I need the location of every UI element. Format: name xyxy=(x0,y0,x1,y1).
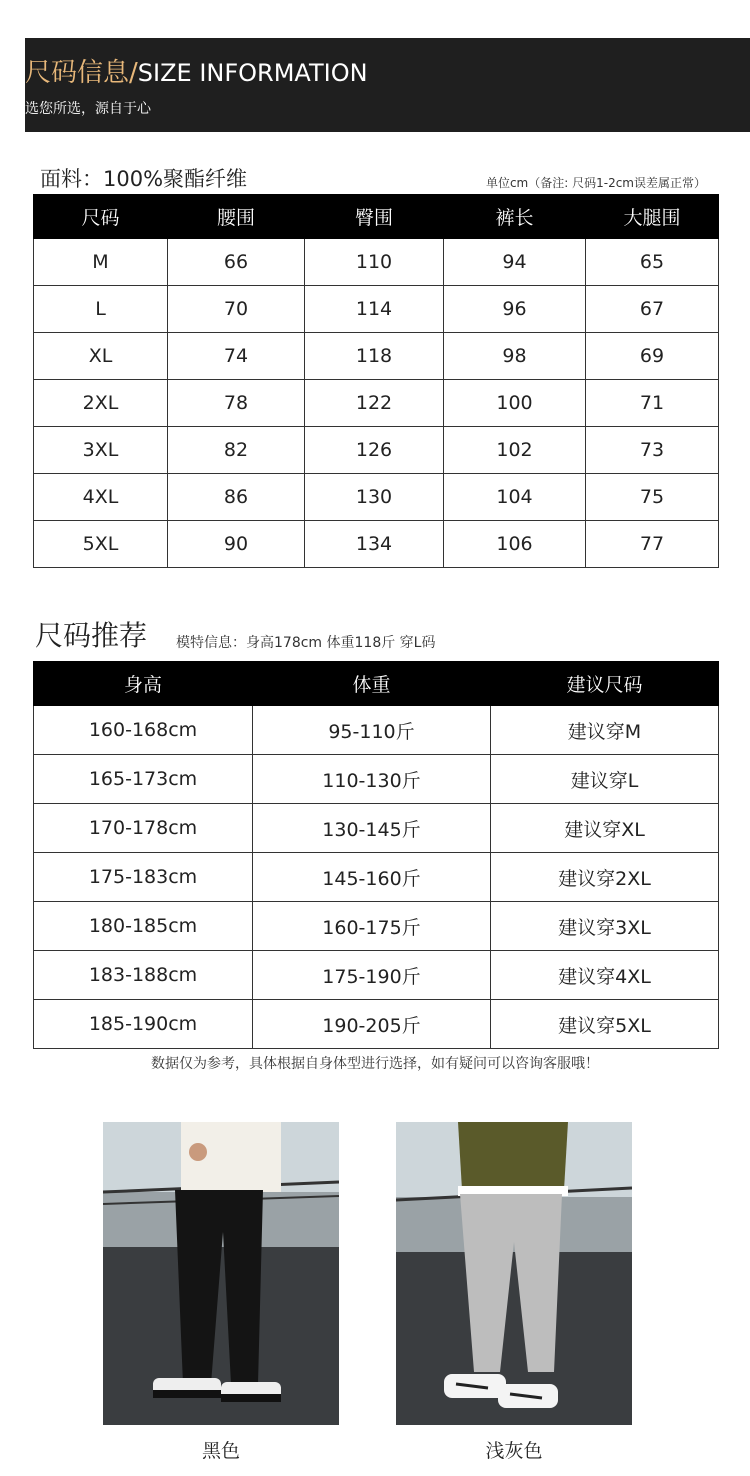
color-caption-grey: 浅灰色 xyxy=(485,1440,543,1462)
table-cell: 160-175斤 xyxy=(253,902,491,951)
banner-subtitle: 选您所选，源自于心 xyxy=(25,101,151,117)
table-cell: 94 xyxy=(444,239,586,286)
product-photo-grey xyxy=(396,1122,632,1425)
size-table-row xyxy=(34,427,719,474)
banner-title-en: SIZE INFORMATION xyxy=(137,59,368,87)
size-table-row xyxy=(34,474,719,521)
recommend-table-row xyxy=(34,706,719,755)
recommend-table-row xyxy=(34,902,719,951)
table-cell: 100 xyxy=(444,380,586,427)
size-table-row xyxy=(34,333,719,380)
table-cell: 96 xyxy=(444,286,586,333)
color-caption-black: 黑色 xyxy=(201,1440,240,1462)
table-cell: 90 xyxy=(168,521,305,568)
table-cell: 110-130斤 xyxy=(253,755,491,804)
recommend-table-row xyxy=(34,951,719,1000)
recommend-table-row xyxy=(34,804,719,853)
model-info: 模特信息：身高178cm 体重118斤 穿L码 xyxy=(176,635,436,651)
table-cell: 145-160斤 xyxy=(253,853,491,902)
size-header-cell: 裤长 xyxy=(444,195,586,239)
table-cell: 70 xyxy=(168,286,305,333)
size-table-row xyxy=(34,380,719,427)
size-header-cell: 尺码 xyxy=(34,195,168,239)
table-cell: 110 xyxy=(305,239,444,286)
recommend-table-header xyxy=(34,662,719,706)
table-cell: 130 xyxy=(305,474,444,521)
table-cell: 66 xyxy=(168,239,305,286)
recommend-table xyxy=(33,661,719,1049)
table-cell: 122 xyxy=(305,380,444,427)
table-cell: 102 xyxy=(444,427,586,474)
banner-title xyxy=(25,52,368,89)
unit-note: 单位cm（备注: 尺码1-2cm误差属正常） xyxy=(485,176,706,190)
table-cell: 114 xyxy=(305,286,444,333)
table-cell: XL xyxy=(34,333,168,380)
table-cell: 98 xyxy=(444,333,586,380)
table-cell: 134 xyxy=(305,521,444,568)
table-cell: 4XL xyxy=(34,474,168,521)
recommend-table-row xyxy=(34,853,719,902)
table-cell: 130-145斤 xyxy=(253,804,491,853)
product-photo-black xyxy=(103,1122,339,1425)
size-table-row xyxy=(34,239,719,286)
recommend-header-cell: 建议尺码 xyxy=(491,662,719,706)
table-cell: 2XL xyxy=(34,380,168,427)
fabric-info: 面料：100%聚酯纤维 xyxy=(40,167,248,191)
recommend-table-row xyxy=(34,1000,719,1049)
table-cell: 118 xyxy=(305,333,444,380)
table-cell: 71 xyxy=(586,380,719,427)
table-cell: 175-190斤 xyxy=(253,951,491,1000)
recommend-title: 尺码推荐 xyxy=(35,619,148,652)
table-cell: 67 xyxy=(586,286,719,333)
table-cell: 73 xyxy=(586,427,719,474)
banner-title-cn: 尺码信息/ xyxy=(25,58,138,88)
table-cell: 185-190cm xyxy=(34,1000,253,1049)
size-table-header xyxy=(34,195,719,239)
header-banner xyxy=(25,38,750,132)
table-cell: 95-110斤 xyxy=(253,706,491,755)
table-cell: 180-185cm xyxy=(34,902,253,951)
recommend-header-cell: 体重 xyxy=(253,662,491,706)
table-cell: 建议穿3XL xyxy=(491,902,719,951)
disclaimer: 数据仅为参考，具体根据自身体型进行选择，如有疑问可以咨询客服哦！ xyxy=(151,1056,599,1072)
table-cell: 190-205斤 xyxy=(253,1000,491,1049)
table-cell: 78 xyxy=(168,380,305,427)
table-cell: 160-168cm xyxy=(34,706,253,755)
table-cell: 126 xyxy=(305,427,444,474)
table-cell: 建议穿M xyxy=(491,706,719,755)
table-cell: 建议穿2XL xyxy=(491,853,719,902)
size-header-cell: 大腿围 xyxy=(586,195,719,239)
table-cell: 5XL xyxy=(34,521,168,568)
size-table-row xyxy=(34,521,719,568)
size-table-row xyxy=(34,286,719,333)
table-cell: 165-173cm xyxy=(34,755,253,804)
recommend-header-cell: 身高 xyxy=(34,662,253,706)
table-cell: 69 xyxy=(586,333,719,380)
table-cell: L xyxy=(34,286,168,333)
size-table xyxy=(33,194,719,568)
table-cell: 建议穿4XL xyxy=(491,951,719,1000)
recommend-table-row xyxy=(34,755,719,804)
table-cell: 82 xyxy=(168,427,305,474)
table-cell: 3XL xyxy=(34,427,168,474)
table-cell: 170-178cm xyxy=(34,804,253,853)
table-cell: 建议穿5XL xyxy=(491,1000,719,1049)
table-cell: 175-183cm xyxy=(34,853,253,902)
table-cell: M xyxy=(34,239,168,286)
table-cell: 77 xyxy=(586,521,719,568)
table-cell: 106 xyxy=(444,521,586,568)
table-cell: 183-188cm xyxy=(34,951,253,1000)
table-cell: 86 xyxy=(168,474,305,521)
size-header-cell: 臀围 xyxy=(305,195,444,239)
table-cell: 建议穿XL xyxy=(491,804,719,853)
table-cell: 75 xyxy=(586,474,719,521)
table-cell: 65 xyxy=(586,239,719,286)
size-header-cell: 腰围 xyxy=(168,195,305,239)
table-cell: 74 xyxy=(168,333,305,380)
table-cell: 104 xyxy=(444,474,586,521)
table-cell: 建议穿L xyxy=(491,755,719,804)
